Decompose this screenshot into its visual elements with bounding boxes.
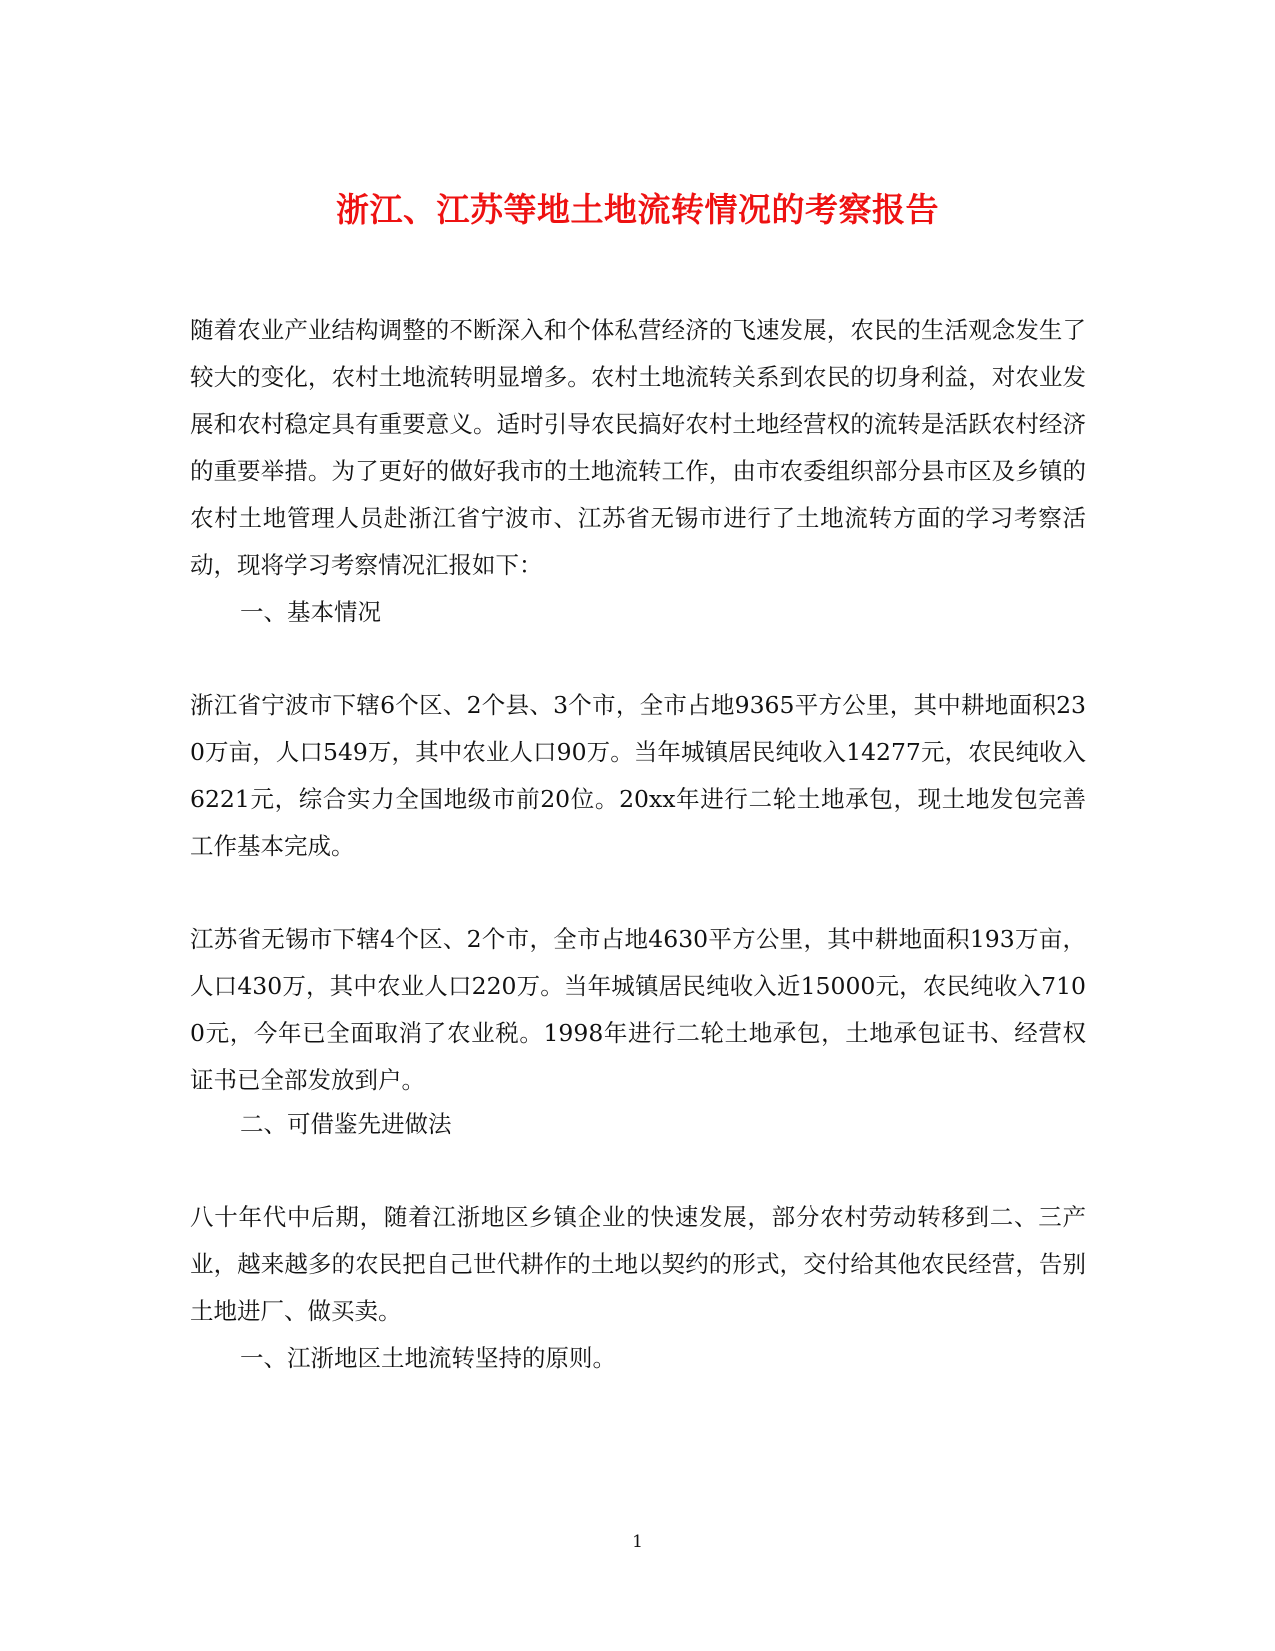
wuxi-paragraph: 江苏省无锡市下辖4个区、2个市，全市占地4630平方公里，其中耕地面积193万亩，人口430万，其中农业人口220万。当年城镇居民纯收入近15000元，农民纯收入7100元，今年已全面取消了农业税。1998年进行二轮土地承包，土地承包证书、经营权证书已全部发放到户。 [190,925,1086,1094]
page-number: 1 [632,1532,643,1552]
section-heading-basic-situation: 一、基本情况 [240,598,381,626]
ningbo-paragraph: 浙江省宁波市下辖6个区、2个县、3个市，全市占地9365平方公里，其中耕地面积230万亩，人口549万，其中农业人口90万。当年城镇居民纯收入14277元，农民纯收入6221元，综合实力全国地级市前20位。20xx年进行二轮土地承包，现土地发包完善工作基本完成。 [190,691,1086,860]
document-title: 浙江、江苏等地土地流转情况的考察报告 [336,190,939,230]
intro-paragraph: 随着农业产业结构调整的不断深入和个体私营经济的飞速发展，农民的生活观念发生了较大的变化，农村土地流转明显增多。农村土地流转关系到农民的切身利益，对农业发展和农村稳定具有重要意义。适时引导农民搞好农村土地经营权的流转是活跃农村经济的重要举措。为了更好的做好我市的土地流转工作，由市农委组织部分县市区及乡镇的农村土地管理人员赴浙江省宁波市、江苏省无锡市进行了土地流转方面的学习考察活动，现将学习考察情况汇报如下： [190,316,1086,579]
eighties-paragraph: 八十年代中后期，随着江浙地区乡镇企业的快速发展，部分农村劳动转移到二、三产业，越来越多的农民把自己世代耕作的土地以契约的形式，交付给其他农民经营，告别土地进厂、做买卖。 [190,1203,1086,1325]
subsection-heading-principles: 一、江浙地区土地流转坚持的原则。 [240,1344,616,1372]
section-heading-best-practices: 二、可借鉴先进做法 [240,1110,452,1138]
